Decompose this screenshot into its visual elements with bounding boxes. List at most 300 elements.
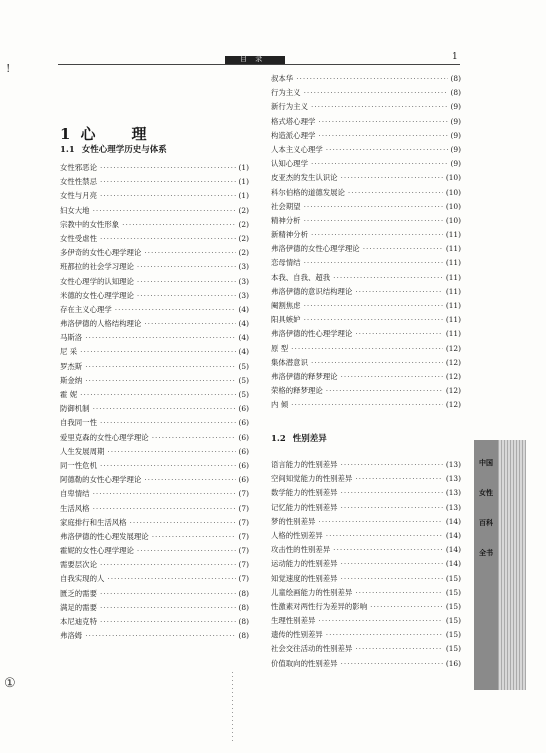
toc-entry-page: (11) — [445, 329, 461, 339]
toc-leader-dots — [85, 376, 235, 385]
toc-entry-page: (7) — [238, 503, 249, 513]
toc-entry-title: 弗洛伊德的女性心理学理论 — [271, 244, 360, 254]
toc-entry-title: 弗洛伊德的人格结构理论 — [60, 319, 142, 329]
toc-leader-dots — [130, 518, 236, 527]
toc-entry-title: 自我同一性 — [60, 418, 97, 428]
fold-dot-line — [232, 672, 233, 742]
toc-entry — [60, 474, 249, 488]
toc-entry-page: (10) — [445, 215, 461, 225]
section-heading-1-2 — [271, 432, 327, 444]
toc-leader-dots — [137, 262, 236, 271]
toc-entry-page: (11) — [445, 315, 461, 325]
toc-entry-title: 精神分析 — [271, 215, 301, 225]
toc-entry-title: 荣格的释梦理论 — [271, 386, 323, 396]
toc-leader-dots — [341, 503, 443, 512]
toc-entry-title: 需要层次论 — [60, 560, 97, 570]
toc-entry-title: 女性与月亮 — [60, 191, 97, 201]
toc-leader-dots — [100, 191, 236, 200]
header-rule — [58, 64, 460, 65]
toc-leader-dots — [311, 159, 448, 168]
toc-entry — [271, 658, 461, 672]
toc-leader-dots — [93, 504, 236, 513]
toc-entry — [271, 257, 461, 271]
toc-entry-title: 宗教中的女性形象 — [60, 219, 120, 229]
toc-entry — [60, 545, 249, 559]
toc-entry — [60, 375, 249, 389]
toc-leader-dots — [341, 460, 443, 469]
toc-leader-dots — [85, 631, 235, 640]
toc-entry — [271, 629, 461, 643]
toc-leader-dots — [100, 418, 236, 427]
toc-entry-page: (12) — [445, 343, 461, 353]
toc-entry-page: (8) — [450, 74, 461, 83]
toc-entry-page: (12) — [445, 371, 461, 381]
toc-entry — [60, 190, 249, 204]
toc-entry-page: (5) — [238, 375, 249, 385]
toc-leader-dots — [304, 301, 443, 310]
toc-entry — [60, 616, 249, 630]
toc-entry-page: (12) — [445, 386, 461, 396]
toc-entry-page: (12) — [445, 400, 461, 410]
toc-entry-title: 社会期望 — [271, 201, 301, 211]
toc-entry-title: 性激素对两性行为差异的影响 — [271, 601, 368, 611]
toc-entry-page: (10) — [445, 201, 461, 211]
toc-entry-page: (10) — [445, 187, 461, 197]
toc-entry-title: 弗洛伊德的意识结构理论 — [271, 286, 353, 296]
toc-entry — [271, 601, 461, 615]
toc-entry — [271, 558, 461, 572]
toc-leader-dots — [100, 617, 236, 626]
toc-entry — [60, 276, 249, 290]
toc-entry-title: 运动能力的性别差异 — [271, 559, 338, 569]
toc-leader-dots — [363, 244, 443, 253]
toc-entry-page: (2) — [238, 248, 249, 258]
toc-entry-title: 阿德勒的女性心理学理论 — [60, 475, 142, 485]
toc-entry-page: (9) — [450, 130, 461, 140]
toc-entry — [60, 588, 249, 602]
toc-leader-dots — [144, 319, 235, 328]
toc-entry — [271, 643, 461, 657]
toc-entry-title: 妇女大地 — [60, 205, 90, 215]
toc-entry — [271, 357, 461, 371]
toc-entry — [271, 272, 461, 286]
toc-entry-title: 女性邪恶论 — [60, 163, 97, 172]
toc-entry-page: (6) — [238, 460, 249, 470]
toc-entry — [271, 87, 461, 101]
toc-entry — [271, 101, 461, 115]
toc-entry — [60, 233, 249, 247]
toc-leader-dots — [100, 603, 236, 612]
toc-entry-title: 人生发展周期 — [60, 446, 105, 456]
toc-entry — [271, 144, 461, 158]
toc-entry-title: 构造派心理学 — [271, 130, 316, 140]
toc-entry-title: 认知心理学 — [271, 159, 308, 169]
toc-entry-page: (6) — [238, 446, 249, 456]
toc-entry-title: 生活风格 — [60, 503, 90, 513]
toc-entry — [60, 389, 249, 403]
toc-entry-title: 米德的女性心理学理论 — [60, 290, 134, 300]
toc-entry-page: (8) — [238, 617, 249, 626]
toc-entry-page: (1) — [238, 163, 249, 172]
toc-entry-title: 多伊奇的女性心理学理论 — [60, 248, 142, 258]
toc-entry — [271, 187, 461, 201]
toc-leader-dots — [311, 230, 443, 239]
toc-leader-dots — [370, 602, 443, 611]
toc-entry-title: 叔本华 — [271, 74, 294, 83]
toc-entry-page: (1) — [238, 191, 249, 201]
toc-entry-page: (4) — [238, 347, 249, 357]
toc-leader-dots — [348, 188, 443, 197]
toc-entry-page: (7) — [238, 517, 249, 527]
toc-right-column-top — [271, 73, 461, 414]
toc-entry — [271, 201, 461, 215]
toc-entry — [60, 332, 249, 346]
toc-entry-title: 尼 采 — [60, 347, 78, 357]
toc-entry-page: (13) — [445, 474, 461, 484]
toc-entry — [60, 290, 249, 304]
toc-entry-title: 儿童绘画能力的性别差异 — [271, 587, 353, 597]
toc-entry-page: (1) — [238, 177, 249, 187]
toc-leader-dots — [85, 362, 235, 371]
toc-entry — [60, 531, 249, 545]
toc-entry — [60, 205, 249, 219]
toc-leader-dots — [341, 559, 443, 568]
toc-entry — [271, 300, 461, 314]
toc-leader-dots — [333, 273, 443, 282]
toc-leader-dots — [100, 560, 236, 569]
section-title: 性别差异 — [292, 434, 327, 444]
toc-entry-title: 女性受虐性 — [60, 233, 97, 243]
toc-entry-page: (3) — [238, 262, 249, 272]
toc-entry-title: 弗洛姆 — [60, 631, 83, 641]
chapter-heading — [60, 123, 148, 144]
toc-leader-dots — [318, 131, 447, 140]
toc-entry-title: 霍 妮 — [60, 390, 78, 399]
toc-entry-page: (14) — [445, 516, 461, 526]
toc-entry-page: (2) — [238, 205, 249, 215]
toc-leader-dots — [93, 489, 236, 498]
toc-entry — [271, 459, 461, 473]
section-title: 女性心理学历史与体系 — [81, 145, 167, 155]
toc-entry-page: (3) — [238, 276, 249, 286]
toc-leader-dots — [85, 333, 235, 342]
toc-leader-dots — [318, 616, 442, 625]
toc-leader-dots — [107, 574, 235, 583]
toc-entry-title: 阉割焦虑 — [271, 301, 301, 310]
toc-leader-dots — [137, 291, 236, 300]
toc-entry-title: 记忆能力的性别差异 — [271, 502, 338, 512]
toc-leader-dots — [304, 258, 443, 267]
toc-leader-dots — [326, 630, 443, 639]
toc-entry — [271, 314, 461, 328]
toc-entry — [60, 432, 249, 446]
toc-entry-title: 社会交往活动的性别差异 — [271, 644, 353, 654]
toc-entry — [271, 130, 461, 144]
toc-entry — [271, 516, 461, 530]
toc-entry — [60, 602, 249, 616]
header-label: 目 录 — [240, 55, 266, 63]
toc-entry-title: 霍妮的女性心理学理论 — [60, 546, 134, 556]
toc-entry — [271, 487, 461, 501]
toc-entry-title: 攻击性的性别差异 — [271, 545, 331, 555]
toc-entry-page: (11) — [445, 258, 461, 268]
toc-entry-title: 本我、自我、超我 — [271, 272, 331, 282]
toc-leader-dots — [333, 545, 443, 554]
toc-entry-page: (9) — [450, 144, 461, 154]
toc-entry-page: (7) — [238, 560, 249, 570]
toc-leader-dots — [80, 390, 235, 399]
toc-entry-title: 阳具嫉妒 — [271, 315, 301, 325]
toc-entry — [60, 247, 249, 261]
toc-entry — [271, 286, 461, 300]
toc-entry — [60, 403, 249, 417]
margin-mark-bottom: ① — [4, 676, 16, 691]
toc-entry-title: 知觉速度的性别差异 — [271, 573, 338, 583]
toc-entry-page: (8) — [450, 88, 461, 98]
toc-leader-dots — [318, 117, 447, 126]
toc-entry-title: 女性心理学的认知理论 — [60, 276, 134, 286]
toc-entry — [271, 172, 461, 186]
toc-entry-page: (11) — [445, 286, 461, 296]
toc-leader-dots — [355, 588, 443, 597]
toc-entry — [60, 417, 249, 431]
toc-entry — [271, 158, 461, 172]
toc-entry-page: (12) — [445, 357, 461, 367]
toc-leader-dots — [341, 372, 443, 381]
toc-entry-page: (15) — [445, 630, 461, 640]
toc-entry-title: 行为主义 — [271, 88, 301, 98]
toc-leader-dots — [93, 404, 236, 413]
toc-leader-dots — [137, 546, 236, 555]
toc-entry — [60, 361, 249, 375]
section-number: 1.2 — [271, 434, 286, 444]
toc-entry-title: 原 型 — [271, 343, 289, 353]
toc-entry-page: (11) — [445, 244, 461, 254]
toc-leader-dots — [355, 474, 443, 483]
toc-leader-dots — [341, 659, 443, 668]
toc-entry-page: (6) — [238, 418, 249, 428]
toc-entry-title: 语言能力的性别差异 — [271, 460, 338, 469]
toc-entry-page: (6) — [238, 475, 249, 485]
toc-entry — [271, 399, 461, 413]
toc-entry-page: (14) — [445, 530, 461, 540]
toc-entry-title: 防御机制 — [60, 404, 90, 414]
toc-leader-dots — [341, 173, 443, 182]
toc-entry-page: (10) — [445, 173, 461, 183]
toc-entry — [271, 229, 461, 243]
toc-entry-page: (6) — [238, 432, 249, 442]
toc-entry-title: 家庭排行和生活风格 — [60, 517, 127, 527]
toc-entry — [271, 573, 461, 587]
toc-entry — [60, 261, 249, 275]
toc-entry — [271, 530, 461, 544]
toc-leader-dots — [318, 517, 442, 526]
toc-leader-dots — [93, 206, 236, 215]
toc-entry — [271, 544, 461, 558]
toc-entry-title: 弗洛伊德的性心理学理论 — [271, 329, 353, 339]
toc-entry-title: 班都拉的社会学习理论 — [60, 262, 134, 272]
toc-leader-dots — [144, 248, 235, 257]
toc-entry — [271, 587, 461, 601]
toc-leader-dots — [311, 358, 443, 367]
toc-leader-dots — [341, 488, 443, 497]
toc-entry-title: 集体潜意识 — [271, 357, 308, 367]
toc-leader-dots — [355, 287, 443, 296]
toc-entry-title: 女性性禁忌 — [60, 177, 97, 187]
toc-entry-page: (14) — [445, 545, 461, 555]
toc-entry — [271, 371, 461, 385]
toc-entry-page: (11) — [445, 272, 461, 282]
toc-entry — [271, 73, 461, 87]
toc-entry — [271, 116, 461, 130]
toc-leader-dots — [355, 329, 443, 338]
toc-entry-page: (8) — [238, 631, 249, 641]
toc-leader-dots — [122, 220, 235, 229]
toc-leader-dots — [80, 347, 235, 356]
toc-leader-dots — [144, 475, 235, 484]
toc-entry-title: 内 倾 — [271, 400, 289, 410]
toc-leader-dots — [137, 277, 236, 286]
toc-entry-page: (15) — [445, 601, 461, 611]
toc-entry-page: (15) — [445, 573, 461, 583]
toc-entry — [271, 243, 461, 257]
toc-entry-title: 价值取向的性别差异 — [271, 658, 338, 668]
toc-entry-page: (14) — [445, 559, 461, 569]
toc-left-column — [60, 162, 249, 644]
toc-entry-title: 空间知觉能力的性别差异 — [271, 474, 353, 484]
toc-entry-page: (2) — [238, 219, 249, 229]
toc-entry-title: 生理性别差异 — [271, 616, 316, 626]
toc-right-column-bottom — [271, 459, 461, 672]
toc-leader-dots — [115, 305, 236, 314]
toc-entry — [60, 304, 249, 318]
toc-leader-dots — [341, 574, 443, 583]
toc-entry-title: 人格的性别差异 — [271, 530, 323, 540]
toc-leader-dots — [100, 177, 236, 186]
toc-entry-page: (4) — [238, 333, 249, 343]
toc-entry-title: 斯金纳 — [60, 375, 83, 385]
toc-entry — [60, 219, 249, 233]
toc-entry-page: (9) — [450, 159, 461, 169]
toc-leader-dots — [291, 400, 443, 409]
toc-entry-title: 存在主义心理学 — [60, 304, 112, 314]
section-number: 1.1 — [60, 145, 75, 155]
toc-leader-dots — [100, 589, 236, 598]
margin-mark-top: ! — [6, 62, 11, 75]
toc-entry-page: (15) — [445, 644, 461, 654]
toc-entry — [60, 573, 249, 587]
toc-leader-dots — [355, 644, 443, 653]
toc-entry-page: (4) — [238, 304, 249, 314]
section-heading-1-1 — [60, 143, 167, 155]
chapter-number: 1 — [60, 125, 73, 143]
toc-leader-dots — [152, 433, 236, 442]
toc-entry — [60, 517, 249, 531]
toc-entry — [60, 318, 249, 332]
toc-entry-page: (5) — [238, 390, 249, 399]
toc-leader-dots — [326, 386, 443, 395]
toc-entry-page: (7) — [238, 546, 249, 556]
toc-entry-title: 皮亚杰的发生认识论 — [271, 173, 338, 183]
toc-entry-page: (5) — [238, 361, 249, 371]
page-number: 1 — [452, 52, 458, 62]
toc-entry-page: (2) — [238, 233, 249, 243]
toc-entry — [271, 615, 461, 629]
toc-entry-page: (13) — [445, 460, 461, 469]
toc-entry — [60, 162, 249, 176]
toc-entry — [60, 630, 249, 644]
toc-entry-title: 遗传的性别差异 — [271, 630, 323, 640]
toc-entry — [60, 559, 249, 573]
chapter-title-2: 理 — [131, 125, 149, 143]
toc-leader-dots — [304, 216, 443, 225]
toc-entry-title: 罗杰斯 — [60, 361, 83, 371]
toc-entry-page: (11) — [445, 230, 461, 240]
toc-entry-page: (15) — [445, 616, 461, 626]
toc-entry-page: (3) — [238, 290, 249, 300]
toc-entry-title: 马斯洛 — [60, 333, 83, 343]
toc-entry-title: 恋母情结 — [271, 258, 301, 268]
toc-entry-page: (11) — [445, 301, 461, 310]
toc-leader-dots — [152, 532, 236, 541]
toc-entry-page: (16) — [445, 658, 461, 668]
toc-leader-dots — [304, 202, 443, 211]
toc-entry-page: (9) — [450, 116, 461, 126]
toc-entry-page: (8) — [238, 602, 249, 612]
toc-entry — [271, 328, 461, 342]
toc-entry-page: (13) — [445, 488, 461, 498]
toc-entry-page: (13) — [445, 502, 461, 512]
toc-entry-title: 弗洛伊德的释梦理论 — [271, 371, 338, 381]
toc-entry — [60, 488, 249, 502]
toc-entry-page: (4) — [238, 319, 249, 329]
toc-entry-page: (15) — [445, 587, 461, 597]
toc-entry-title: 匮乏的需要 — [60, 588, 97, 598]
toc-entry-title: 格式塔心理学 — [271, 116, 316, 126]
toc-entry-page: (7) — [238, 531, 249, 541]
toc-entry — [271, 473, 461, 487]
toc-entry-title: 数学能力的性别差异 — [271, 488, 338, 498]
toc-leader-dots — [100, 234, 236, 243]
toc-leader-dots — [304, 88, 448, 97]
toc-leader-dots — [326, 531, 443, 540]
toc-entry-title: 同一性危机 — [60, 460, 97, 470]
toc-leader-dots — [291, 344, 443, 353]
toc-entry-title: 梦的性别差异 — [271, 516, 316, 526]
toc-entry-page: (7) — [238, 489, 249, 499]
side-tab-text: 中国女性百科全书 — [479, 458, 493, 557]
toc-entry-page: (7) — [238, 574, 249, 584]
toc-entry-title: 本尼迪克特 — [60, 617, 97, 626]
toc-entry-page: (9) — [450, 102, 461, 112]
toc-entry-title: 新精神分析 — [271, 230, 308, 240]
toc-entry — [271, 385, 461, 399]
toc-entry-title: 弗洛伊德的性心理发展理论 — [60, 531, 149, 541]
toc-entry — [60, 346, 249, 360]
toc-entry-title: 爱里克森的女性心理学理论 — [60, 432, 149, 442]
toc-entry — [60, 503, 249, 517]
toc-entry-title: 人本主义心理学 — [271, 144, 323, 154]
toc-leader-dots — [311, 102, 448, 111]
toc-entry-title: 新行为主义 — [271, 102, 308, 112]
toc-entry — [60, 460, 249, 474]
toc-leader-dots — [304, 315, 443, 324]
toc-leader-dots — [296, 74, 447, 83]
toc-leader-dots — [107, 447, 235, 456]
toc-entry-page: (8) — [238, 588, 249, 598]
toc-entry-title: 自卑情结 — [60, 489, 90, 499]
toc-entry — [60, 446, 249, 460]
